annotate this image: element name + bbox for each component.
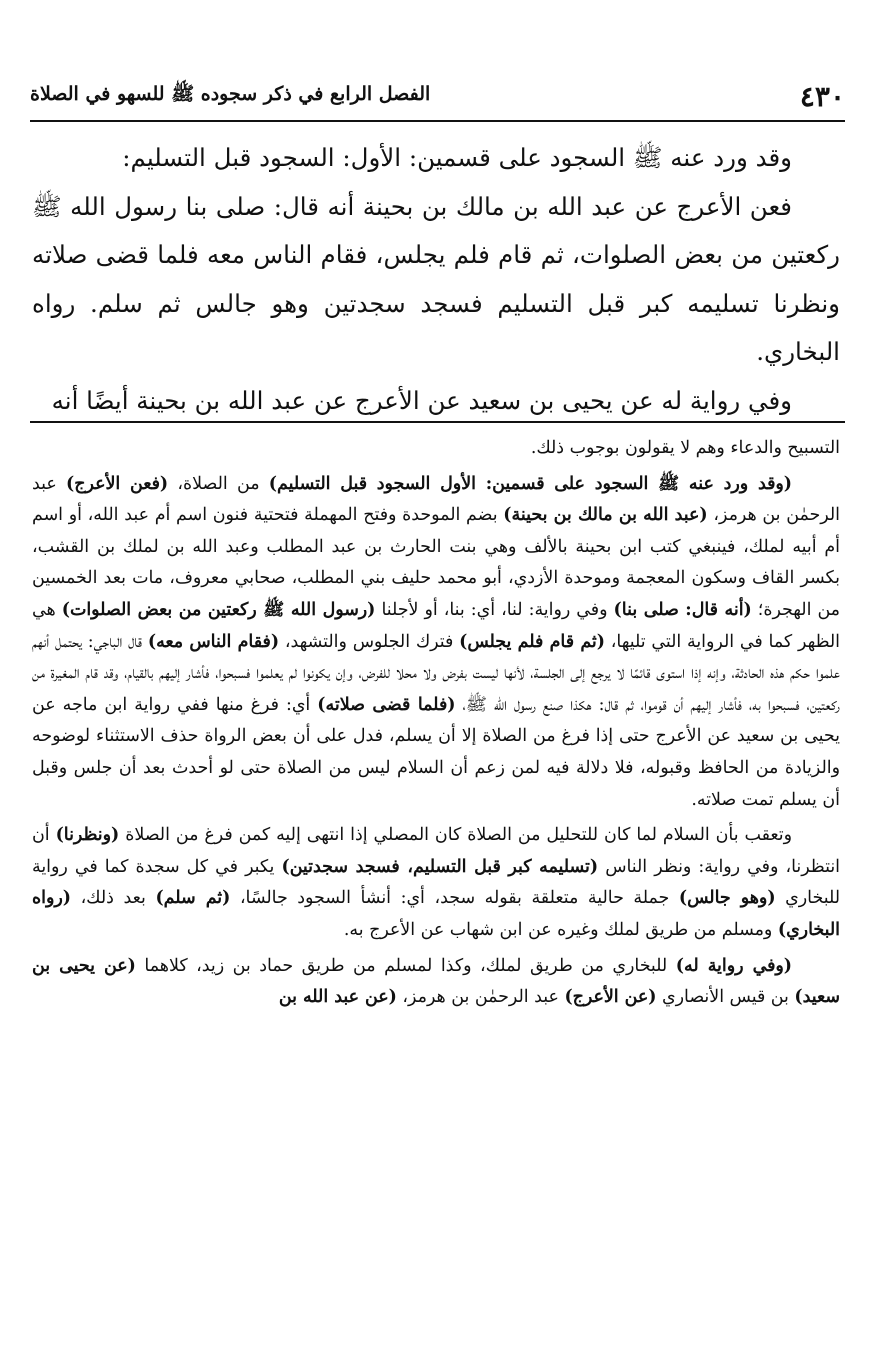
quoted-phrase: (فعن الأعرج) — [66, 473, 169, 494]
commentary-segment: بعد ذلك، — [70, 888, 156, 909]
quoted-phrase: (وقد ورد عنه ﷺ السجود على قسمين: الأول السجود قبل التسليم) — [268, 473, 793, 494]
commentary-segment: بضم الموحدة وفتح المهملة فتحتية فنون اسم أم عبد الله، أو اسم أم أبيه لملك، فينبغي كتب ابن بحينة بالألف وهي بنت الحارث بن عبد المطلب وعبد الله بن لملك بن القشب، بكسر القاف وسكون المعجمة وموحدة الأزدي، أبو محمد حليف بني المطلب، صحابي معروف، مات بعد الخمسين من الهجرة؛ — [32, 505, 841, 620]
commentary-segment: عبد الرحمٰن بن هرمز، — [32, 473, 840, 526]
commentary-paragraph-0: التسبيح والدعاء وهم لا يقولون بوجوب ذلك. — [530, 438, 840, 458]
commentary-segment: وفي رواية: لنا، أي: بنا، أو لأجلنا — [375, 599, 614, 620]
page-number: ٤٣٠ — [799, 79, 845, 113]
quoted-phrase: (أنه قال: صلى بنا) — [613, 599, 752, 620]
commentary-paragraph-2 — [32, 820, 840, 946]
commentary-segment: ومسلم من طريق لملك وغيره عن ابن شهاب عن الأعرج به. — [343, 919, 778, 940]
page-header — [30, 74, 845, 118]
quoted-phrase: (عن الأعرج) — [564, 987, 657, 1008]
main-text — [32, 134, 840, 425]
commentary-segment: أن انتظرنا، وفي رواية: ونظر الناس — [32, 825, 840, 877]
header-divider — [30, 120, 845, 122]
quoted-phrase: (عن عبد الله بن — [278, 987, 397, 1008]
commentary-segment: وتعقب بأن السلام لما كان للتحليل من الصلاة كان المصلي إذا انتهى إليه كمن فرغ من الصلاة — [119, 825, 792, 846]
commentary-segment: للبخاري من طريق لملك، وكذا لمسلم من طريق حماد بن زيد، كلاهما — [135, 955, 676, 976]
commentary-segment: أي: فرغ منها ففي رواية ابن ماجه عن يحيى بن سعيد عن الأعرج حتى إذا فرغ من الصلاة إلا أن يسلم، فدل على أن بعض الرواة حذف الاستثناء لوضوحه والزيادة من الحافظ وقبوله، فلا دلالة فيه لمن زعم أن السلام ليس من الصلاة حتى لو أحدث بعد أن جلس وقبل أن يسلم تمت صلاته. — [32, 694, 840, 810]
commentary-paragraph-3 — [32, 951, 840, 1014]
commentary-segment: بن قيس الأنصاري — [656, 987, 795, 1008]
quoted-phrase: (تسليمه كبر قبل التسليم، فسجد سجدتين) — [281, 856, 599, 877]
quoted-phrase: (رواه البخاري) — [32, 888, 840, 940]
quoted-phrase: (ثم قام فلم يجلس) — [459, 631, 605, 652]
commentary-segment: هي الظهر كما في الرواية التي تليها، — [32, 599, 840, 652]
matn-paragraph-1: وقد ورد عنه ﷺ السجود على قسمين: الأول: السجود قبل التسليم: — [122, 143, 792, 172]
quoted-phrase: (ونظرنا) — [55, 825, 120, 846]
commentary-divider — [30, 421, 845, 423]
quoted-phrase: (وهو جالس) — [678, 888, 776, 909]
matn-paragraph-2: فعن الأعرج عن عبد الله بن مالك بن بحينة أنه قال: صلى بنا رسول الله ﷺ ركعتين من بعض الصلوات، ثم قام فلم يجلس، فقام الناس معه فلما قضى صلاته ونظرنا تسليمه كبر قبل التسليم فسجد سجدتين وهو جالس ثم سلم. رواه البخاري. — [32, 191, 840, 366]
commentary-segment: من الصلاة، — [168, 473, 269, 494]
commentary-text — [32, 433, 840, 1014]
matn-paragraph-3: وفي رواية له عن يحيى بن سعيد عن الأعرج عن عبد الله بن بحينة أيضًا أنه — [51, 385, 792, 415]
commentary-segment: عبد الرحمٰن بن هرمز، — [396, 987, 565, 1008]
running-title: الفصل الرابع في ذكر سجوده ﷺ للسهو في الصلاة — [30, 83, 431, 105]
commentary-segment: يكبر في كل سجدة كما في رواية للبخاري — [32, 856, 840, 909]
quoted-phrase: (رسول الله ﷺ ركعتين من بعض الصلوات) — [61, 599, 376, 620]
commentary-segment: فترك الجلوس والتشهد، — [279, 631, 460, 652]
quoted-phrase: (فقام الناس معه) — [147, 631, 280, 652]
quoted-phrase: (ثم سلم) — [155, 888, 231, 909]
commentary-segment: جملة حالية متعلقة بقوله سجد، أي: أنشأ السجود جالسًا، — [230, 888, 679, 909]
commentary-segment: قال الباجي: يحتمل أنهم علموا حكم هذه الحادثة، وإنه إذا استوى قائمًا لا يرجع إلى الجلسة، لأنها ليست بفرض ولا محلا للفرض، وإن يكونوا لم يعلموا فسبحوا، فأشار إليهم بالقيام، وقد قام المغيرة من ركعتين، فسبحوا به، فأشار إليهم أن قوموا، ثم قال: هكذا صنع رسول الله ﷺ، — [32, 631, 840, 715]
commentary-paragraph-1 — [32, 469, 840, 817]
quoted-phrase: (عن يحيى بن سعيد) — [32, 955, 840, 1008]
quoted-phrase: (فلما قضى صلاته) — [317, 694, 456, 715]
quoted-phrase: (وفي رواية له) — [675, 955, 793, 976]
quoted-phrase: (عبد الله بن مالك بن بحينة) — [503, 505, 708, 526]
